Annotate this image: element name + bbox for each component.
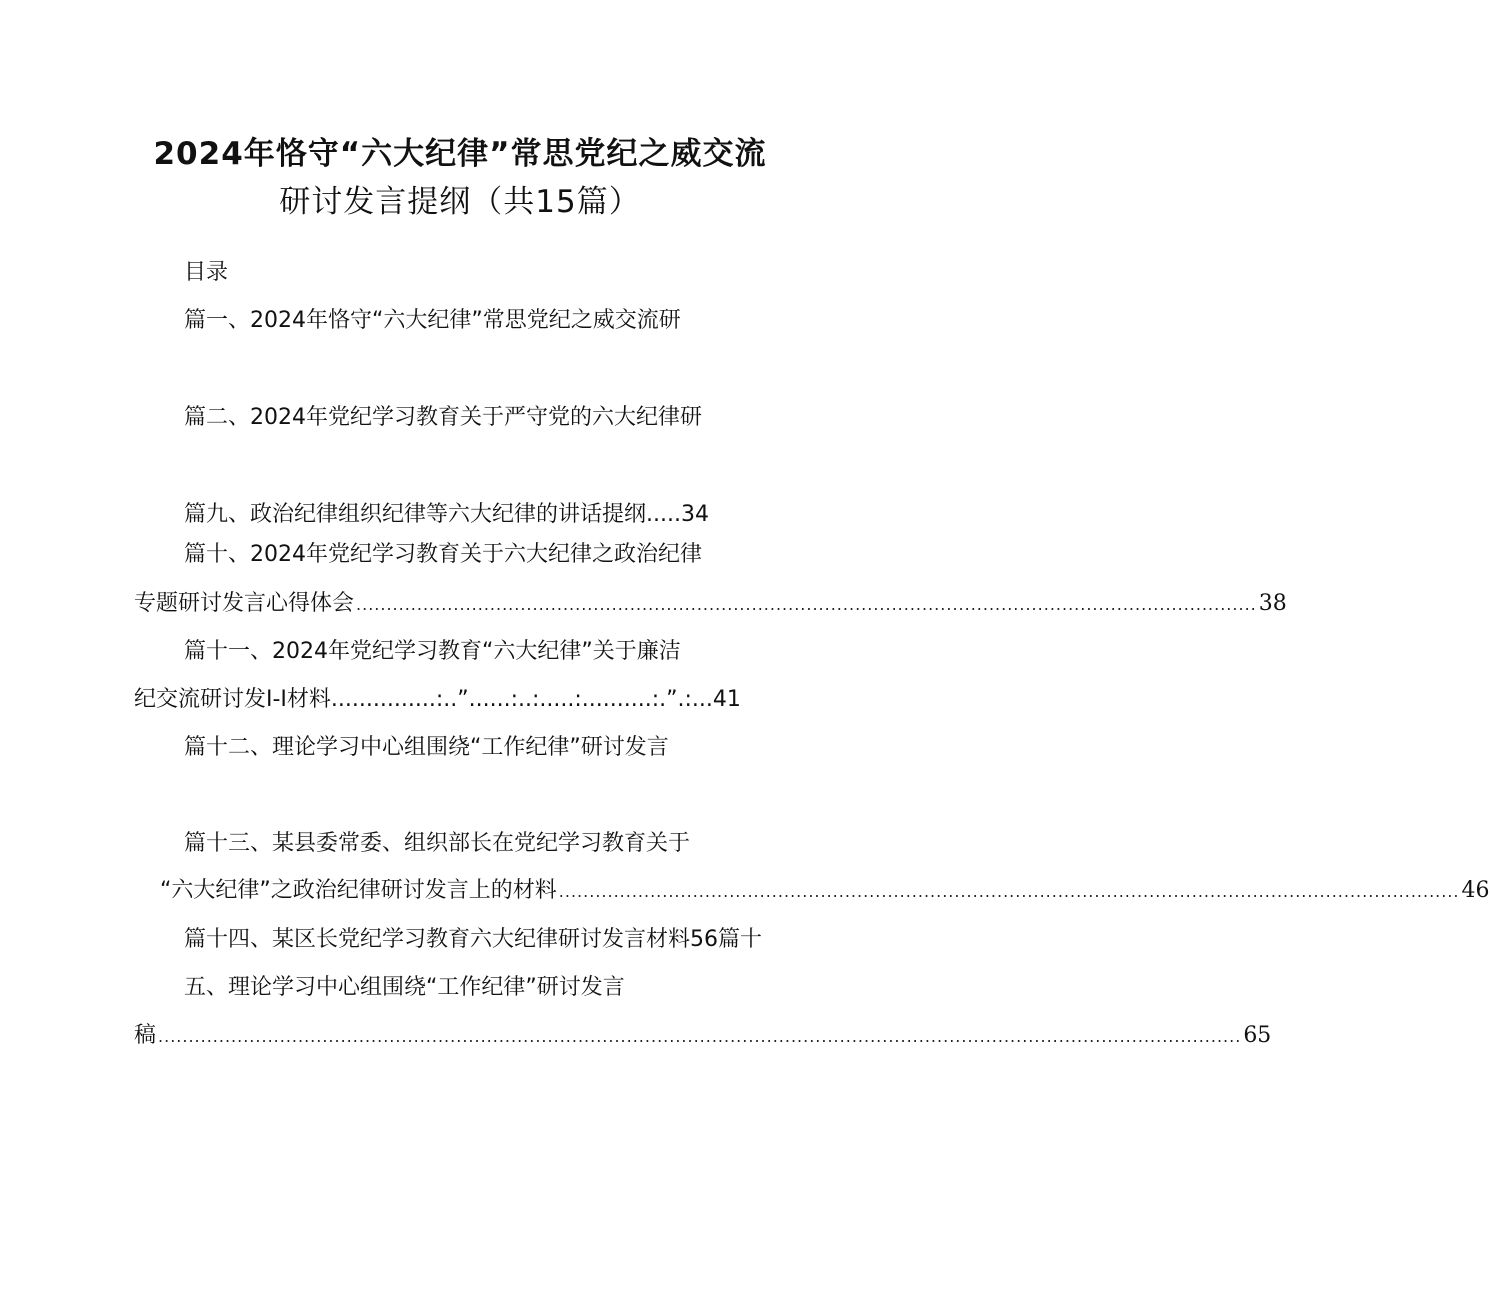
toc-entry: 篇二、2024年党纪学习教育关于严守党的六大纪律研 [184, 405, 702, 430]
toc-entry: 篇十二、理论学习中心组围绕“工作纪律”研讨发言 [184, 735, 669, 760]
dot-leader: .................................................................................................................................................................................. [158, 1027, 1242, 1046]
toc-entry-text: 稿 [134, 1023, 157, 1048]
toc-entry-with-page [160, 876, 1490, 907]
toc-entry-text: “六大纪律”之政治纪律研讨发言上的材料 [160, 878, 557, 903]
toc-entry-with-page [134, 1021, 1272, 1052]
toc-entry: 篇十三、某县委常委、组织部长在党纪学习教育关于 [184, 831, 691, 856]
toc-entry: 五、理论学习中心组围绕“工作纪律”研讨发言 [184, 975, 625, 1000]
toc-entry: 篇十、2024年党纪学习教育关于六大纪律之政治纪律 [184, 542, 702, 567]
toc-page-number: 38 [1258, 591, 1287, 616]
toc-entry: 篇十四、某区长党纪学习教育六大纪律研讨发言材料56篇十 [184, 927, 762, 952]
toc-entry: 篇九、政治纪律组织纪律等六大纪律的讲话提纲.....34 [184, 502, 709, 527]
document-title-line-1: 2024年恪守“六大纪律”常思党纪之威交流 [153, 136, 767, 172]
toc-entry: 纪交流研讨发I-I材料...............:..”......:..:.....:..........:.”.:...41 [134, 687, 741, 712]
dot-leader: .................................................................................................................................................... [558, 882, 1460, 901]
toc-heading: 目录 [184, 260, 229, 285]
dot-leader: .................................................................................................................................................... [356, 595, 1257, 614]
toc-page-number: 65 [1243, 1023, 1272, 1048]
document-title-line-2: 研讨发言提纲（共15篇） [279, 184, 641, 220]
toc-entry: 篇一、2024年恪守“六大纪律”常思党纪之威交流研 [184, 308, 681, 333]
toc-entry-with-page [134, 589, 1287, 620]
toc-page-number: 46 [1461, 878, 1490, 903]
toc-entry-text: 专题研讨发言心得体会 [134, 591, 355, 616]
toc-entry: 篇十一、2024年党纪学习教育“六大纪律”关于廉洁 [184, 639, 681, 664]
